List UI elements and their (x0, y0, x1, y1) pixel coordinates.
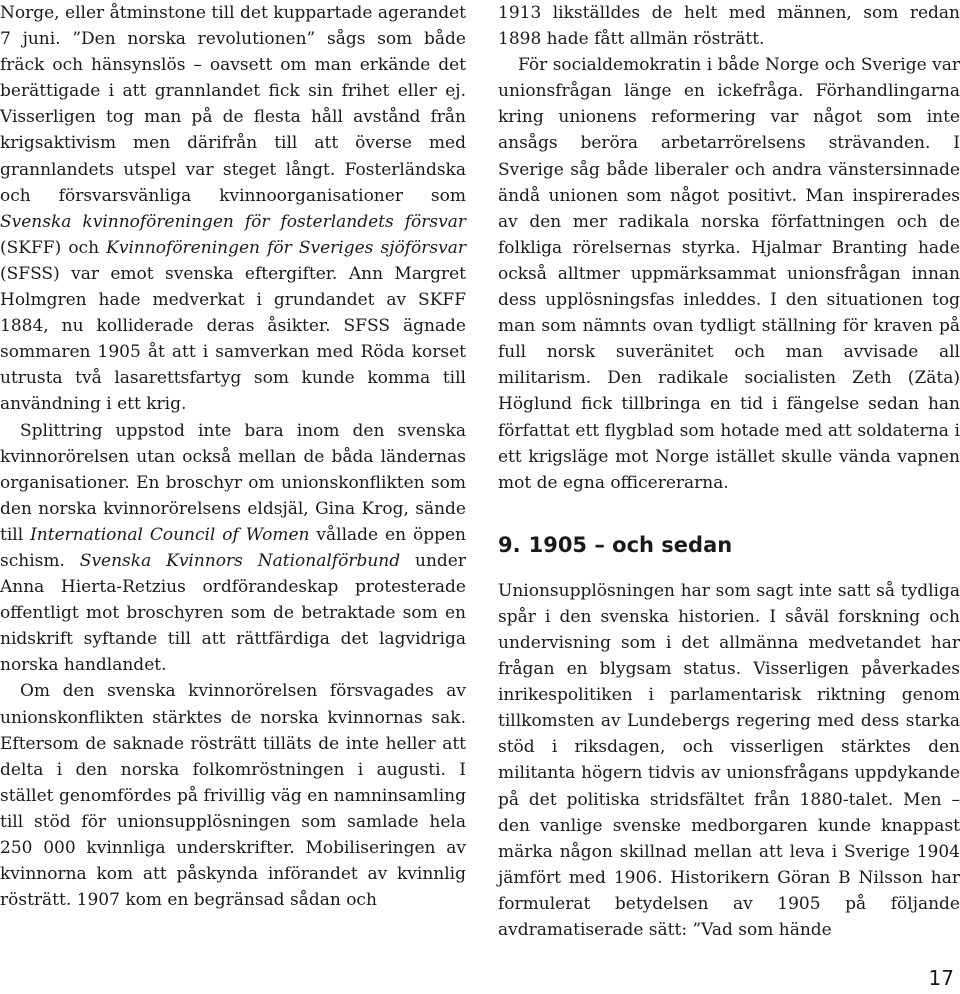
paragraph (0, 418, 466, 679)
section-heading (498, 532, 960, 558)
text-run: Splittring uppstod inte bara inom den svenska kvinnorörelsen utan också mellan de båda ländernas organisationer. En broschyr om unionskonflikten som den norska kvinnorörelsens eldsjäl, Gina Krog, sände till (0, 420, 466, 545)
paragraph: Om den svenska kvinnorörelsen försvagades av unionskonflikten stärktes de norska kvinnornas sak. Eftersom de saknade rösträtt tilläts de inte heller att delta i den norska folkomröstningen i augusti. I stället genomfördes på frivillig väg en namninsamling till stöd för unionsupplösningen som samlade hela 250 000 kvinnliga underskrifter. Mobiliseringen av kvinnorna kom att påskynda införandet av kvinnlig rösträtt. 1907 kom en begränsad sådan och (0, 681, 466, 911)
left-column (0, 0, 466, 913)
paragraph: För socialdemokratin i både Norge och Sverige var unionsfrågan länge en ickefråga. Förhandlingarna kring unionens reformering var något som inte ansågs beröra arbetarrörelsens strävanden. I Sverige såg både liberaler och andra vänstersinnade ändå unionen som något positivt. Man inspirerades av den mer radikala norska författningen och de folkliga rörelsernas styrka. Hjalmar Branting hade också alltmer uppmärksammat unionsfrågan innan dess upplösningsfas inleddes. I den situationen tog man som nämnts ovan tydligt ställning för kraven på full norsk suveränitet och man avvisade all militarism. Den radikale socialisten Zeth (Zäta) Höglund fick tillbringa en tid i fängelse sedan han författat ett flygblad som hotade med att soldaterna i ett krigsläge mot Norge istället skulle vända vapnen mot de egna officererarna. (498, 55, 960, 493)
right-column (498, 0, 960, 943)
paragraph (0, 0, 466, 418)
paragraph: Unionsupplösningen har som sagt inte satt så tydliga spår i den svenska historien. I såväl forskning och undervisning som i det allmänna medvetandet har frågan en blygsam status. Visserligen påverkades inrikespolitiken i parlamentarisk riktning genom tillkomsten av Lundebergs regering med dess starka stöd i riksdagen, och visserligen stärktes den militanta högern tidvis av unionsfrågans uppdykande på det politiska stridsfältet från 1880-talet. Men – den vanlige svenske medborgaren kunde knappast märka någon skillnad mellan att leva i Sverige 1904 jämfört med 1906. Historikern Göran B Nilsson har formulerat betydelsen av 1905 på följande avdramatiserade sätt: ”Vad som hände (498, 580, 960, 940)
page-number: 17 (928, 966, 954, 990)
org-name-italic: Svenska Kvinnors Nationalförbund (79, 550, 401, 571)
text-run: (SKFF) och (0, 237, 107, 258)
section-number: 9. (498, 532, 521, 557)
text-run: under Anna Hierta-Retzius ordförandeskap protesterade offentligt mot broschyren som de betraktade som en nidskrift syftande till att rättfärdiga det lagvidriga norska handlandet. (0, 550, 466, 676)
org-name-italic: International Council of Women (30, 524, 310, 545)
text-run: Norge, eller åtminstone till det kuppartade agerandet 7 juni. ”Den norska revolutionen” sågs som både fräck och hänsynslös – oavsett om man erkände det berättigade i att grannlandet fick sin frihet eller ej. Visserligen tog man på de flesta håll avstånd från krigsaktivism men därifrån till att överse med grannlandets utspel var steget långt. Fosterländska och försvarsvänliga kvinnoorganisationer som (0, 3, 466, 206)
text-run: vållade en öppen schism. (0, 524, 467, 571)
paragraph: 1913 likställdes de helt med männen, som redan 1898 hade fått allmän rösträtt. (498, 3, 960, 50)
text-run: (SFSS) var emot svenska eftergifter. Ann Margret Holmgren hade medverkat i grundandet av SKFF 1884, nu kolliderade deras åsikter. SFSS ägnade sommaren 1905 åt att i samverkan med Röda korset utrusta två lasarettsfartyg som kunde komma till användning i ett krig. (0, 263, 466, 415)
org-name-italic: Kvinnoföreningen för Sveriges sjöförsvar (106, 237, 466, 258)
section-title: 1905 – och sedan (528, 532, 733, 557)
org-name-italic: Svenska kvinnoföreningen för fosterlandets försvar (0, 211, 466, 232)
